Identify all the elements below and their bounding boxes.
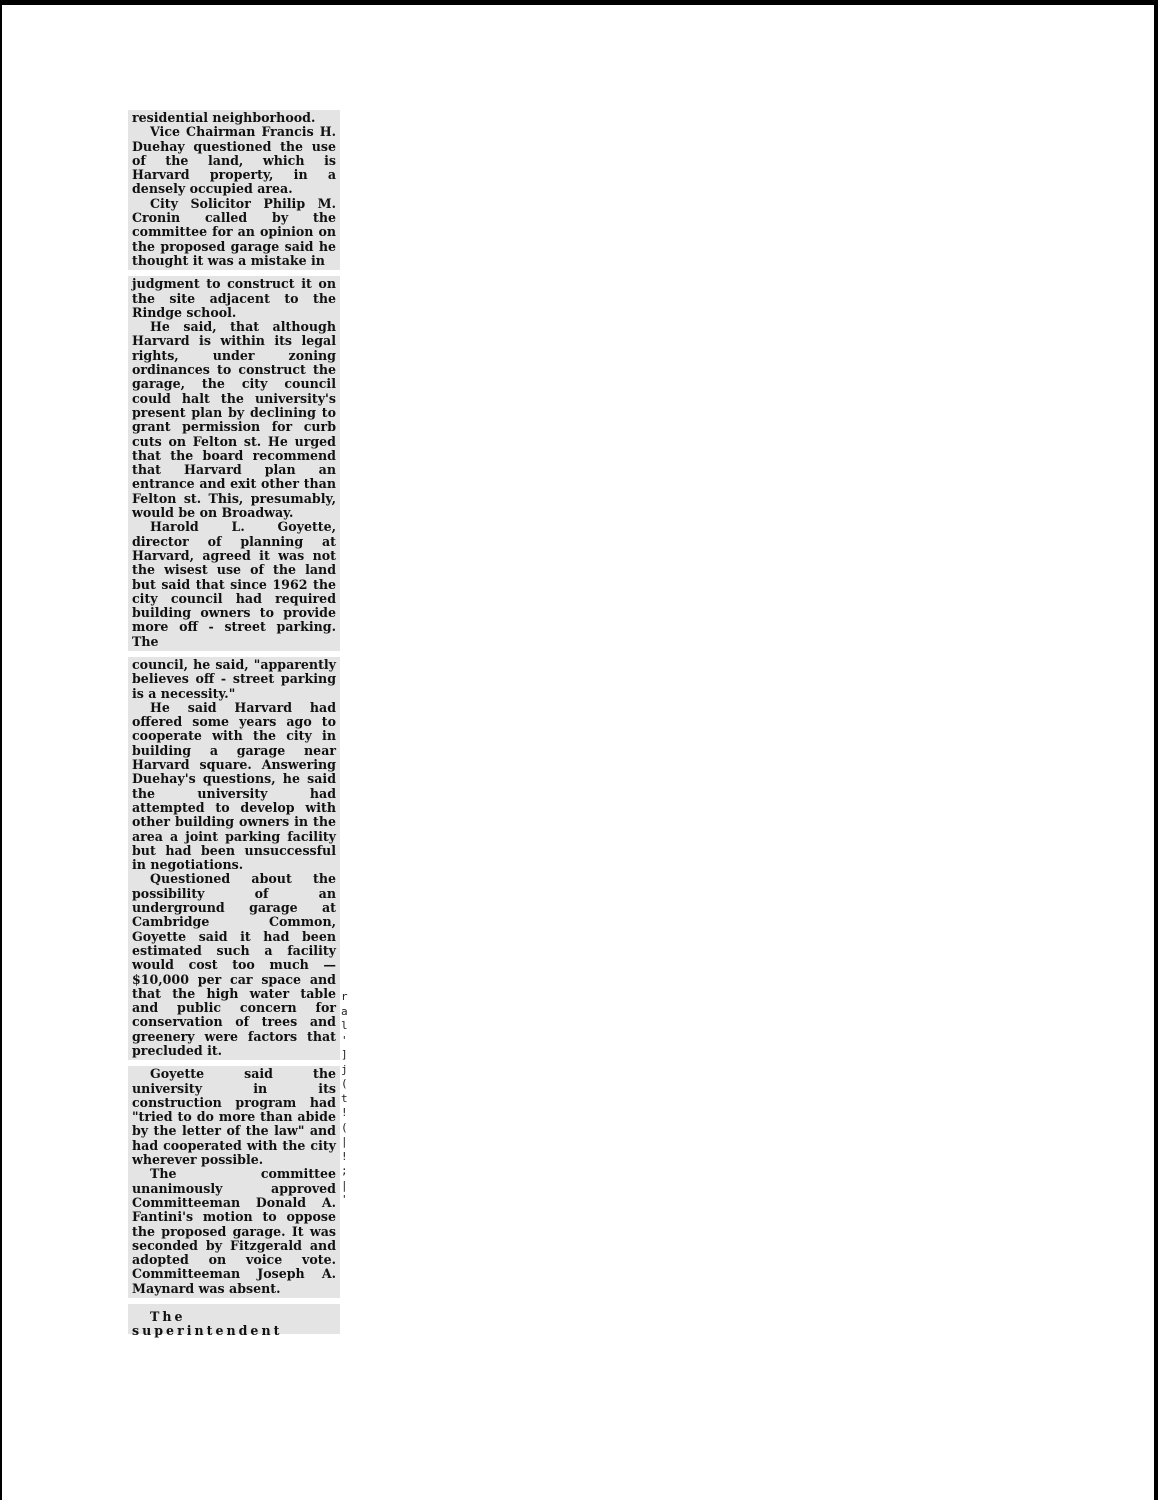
article-block-4 [128, 1066, 340, 1298]
paragraph: City Solicitor Philip M. Cronin called by the committee for an opinion on the proposed garage said he thought it was a mistake in [132, 195, 336, 268]
paragraph: Harold L. Goyette, director of planning at Harvard, agreed it was not the wisest use of the land but said that since 1962 the city council had required building owners to provide more off - street parking. The [132, 519, 336, 649]
paragraph: Vice Chairman Francis H. Duehay questioned the use of the land, which is Harvard property, in a densely occupied area. [132, 124, 336, 197]
article-block-1 [128, 110, 340, 270]
paragraph: He said, that although Harvard is within its legal rights, under zoning ordinances to construct the garage, the city council could halt the university's present plan by declining to grant permission for curb cuts on Felton st. He urged that the board recommend that Harvard plan an entrance and exit other than Felton st. This, presumably, would be on Broadway. [132, 319, 336, 521]
article-block-2 [128, 276, 340, 651]
paragraph: council, he said, "apparently believes off - street parking is a necessity." [132, 656, 336, 701]
adjacent-column-edge: r a l ' ] j ( t ! ( | ! ; | ' [341, 990, 348, 1206]
paragraph: Questioned about the possibility of an underground garage at Cambridge Common, Goyette said it had been estimated such a facility would cost too much — $10,000 per car space and that the high water table and public concern for conservation of trees and greenery were factors that precluded it. [132, 871, 336, 1058]
paragraph: residential neighborhood. [132, 110, 316, 125]
paragraph: judgment to construct it on the site adjacent to the Rindge school. [132, 276, 336, 320]
article-last-line: The superintendent [128, 1304, 340, 1334]
paragraph: The committee unanimously approved Committeeman Donald A. Fantini's motion to oppose the proposed garage. It was seconded by Fitzgerald and adopted on voice vote. Committeeman Joseph A. Maynard was absent. [132, 1166, 336, 1296]
paragraph: He said Harvard had offered some years ago to cooperate with the city in building a garage near Harvard square. Answering Duehay's questions, he said the university had attempted to develop with other building owners in the area a joint parking facility but had been unsuccessful in negotiations. [132, 699, 336, 873]
newspaper-clipping [128, 110, 340, 1339]
article-block-3 [128, 657, 340, 1060]
paragraph: Goyette said the university in its construction program had "tried to do more than abide by the letter of the law" and had cooperated with the city wherever possible. [132, 1066, 336, 1168]
